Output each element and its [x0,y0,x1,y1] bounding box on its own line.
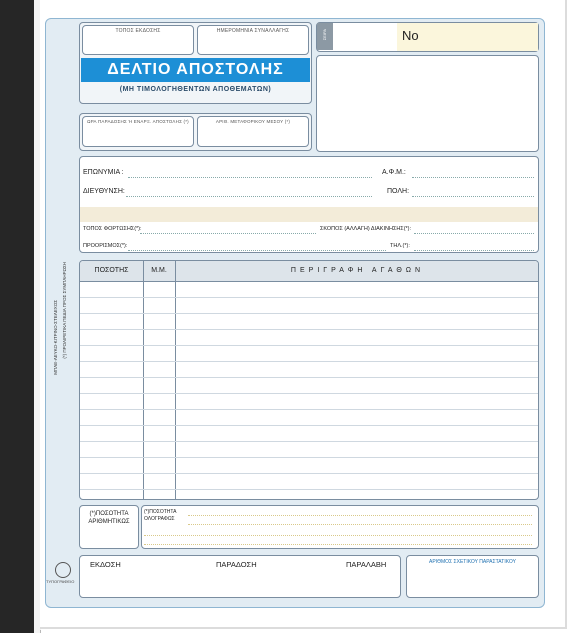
written-line-1 [188,515,532,516]
table-row[interactable] [80,345,538,346]
related-document-field[interactable] [406,555,539,598]
table-row[interactable] [80,313,538,314]
related-document-label: ΑΡΙΘΜΟΣ ΣΧΕΤΙΚΟΥ ΠΑΡΑΣΤΑΤΙΚΟΥ [429,559,516,565]
transaction-date-field[interactable] [197,25,309,55]
publisher-name: ΤΥΠΟΓΡΑΦΕΙΟ [46,579,75,584]
issuer-info-area[interactable] [316,55,539,152]
optional-fields-note: (*) ΠΡΟΑΙΡΕΤΙΚΑ ΠΕΔΙΑ ΠΡΟΣ ΣΥΜΠΛΗΡΩΣΗ [62,262,67,359]
purpose-line[interactable] [414,233,534,234]
loading-place-label: ΤΟΠΟΣ ΦΟΡΤΩΣΗΣ(*): [83,226,142,232]
city-line[interactable] [412,196,534,197]
column-quantity: ΠΟΣΟΤΗΣ [94,267,129,274]
table-row[interactable] [80,297,538,298]
table-row[interactable] [80,441,538,442]
number-label: No [402,28,419,43]
table-row[interactable] [80,425,538,426]
vat-line[interactable] [412,177,534,178]
receipt-signature-label: ΠΑΡΑΛΑΒΗ [346,560,387,569]
issue-signature-label: ΕΚΔΟΣΗ [90,560,121,569]
address-line[interactable] [126,196,372,197]
table-row[interactable] [80,473,538,474]
header-block [79,22,312,104]
column-unit: Μ.Μ. [151,267,167,274]
table-row[interactable] [80,489,538,490]
transaction-date-label: ΗΜΕΡΟΜΗΝΙΑ ΣΥΝΑΛΛΑΓΗΣ [216,28,290,34]
table-row[interactable] [80,377,538,378]
place-of-issue-label: ΤΟΠΟΣ ΕΚΔΟΣΗΣ [115,28,161,34]
quantity-numeric-label: (*)ΠΟΣΟΤΗΤΑ ΑΡΙΘΜΗΤΙΚΩΣ [88,511,130,525]
vehicle-number-label: ΑΡΙΘ. ΜΕΤΑΦΟΡΙΚΟΥ ΜΕΣΟΥ (*) [215,119,291,124]
number-field[interactable] [397,23,538,51]
written-line-2 [188,524,532,525]
vehicle-number-field[interactable] [197,116,309,147]
destination-line[interactable] [128,250,386,251]
city-label: ΠΟΛΗ: [387,188,410,195]
written-line-4 [144,544,532,545]
series-label: ΣΕΙΡΑ [322,29,327,41]
series-number-block [316,22,539,52]
table-row[interactable] [80,329,538,330]
column-description: ΠΕΡΙΓΡΑΦΗ ΑΓΑΘΩΝ [290,267,425,274]
table-row[interactable] [80,393,538,394]
transport-block [79,113,312,151]
place-of-issue-field[interactable] [82,25,194,55]
customer-block [79,156,539,253]
name-label: ΕΠΩΝΥΜΙΑ : [83,169,124,176]
delivery-signature-label: ΠΑΡΑΔΟΣΗ [216,560,257,569]
table-row[interactable] [80,409,538,410]
table-row[interactable] [80,457,538,458]
signatures-block [79,555,401,598]
copies-note: ΜΠΛΕ-ΛΕΥΚΟ-ΚΙΤΡΙΝΟ-ΣΤΕΛΕΧΟΣ [53,300,58,375]
delivery-time-field[interactable] [82,116,194,147]
document-subtitle: (ΜΗ ΤΙΜΟΛΟΓΗΘΕΝΤΩΝ ΑΠΟΘΕΜΑΤΩΝ) [119,86,272,93]
quantity-numeric-field[interactable] [79,505,139,549]
address-label: ΔΙΕΥΘΥΝΣΗ: [83,188,125,195]
shaded-band [80,207,538,222]
phone-label: ΤΗΛ.(*): [390,243,410,249]
goods-table [79,260,539,500]
series-tab [317,23,333,50]
document-title: ΔΕΛΤΙΟ ΑΠΟΣΤΟΛΗΣ [81,58,310,82]
table-row[interactable] [80,361,538,362]
quantity-written-label: (*)ΠΟΣΟΤΗΤΑ ΟΛΟΓΡΑΦΩΣ [144,509,177,522]
publisher-logo-icon [55,562,71,578]
written-line-3 [144,535,532,536]
destination-label: ΠΡΟΟΡΙΣΜΟΣ(*): [83,243,128,249]
purpose-label: ΣΚΟΠΟΣ (ΑΛΛΑΓΗ) ΔΙΑΚΙΝΗΣΗΣ(*): [320,226,412,232]
phone-line[interactable] [414,250,534,251]
name-line[interactable] [128,177,372,178]
loading-place-line[interactable] [140,233,316,234]
vat-label: Α.Φ.Μ.: [382,169,406,176]
delivery-time-label: ΩΡΑ ΠΑΡΑΔΟΣΗΣ Ή ΕΝΑΡΞ. ΑΠΟΣΤΟΛΗΣ (*) [87,119,189,124]
quantity-written-field[interactable] [141,505,539,549]
binding-spine [0,0,34,633]
